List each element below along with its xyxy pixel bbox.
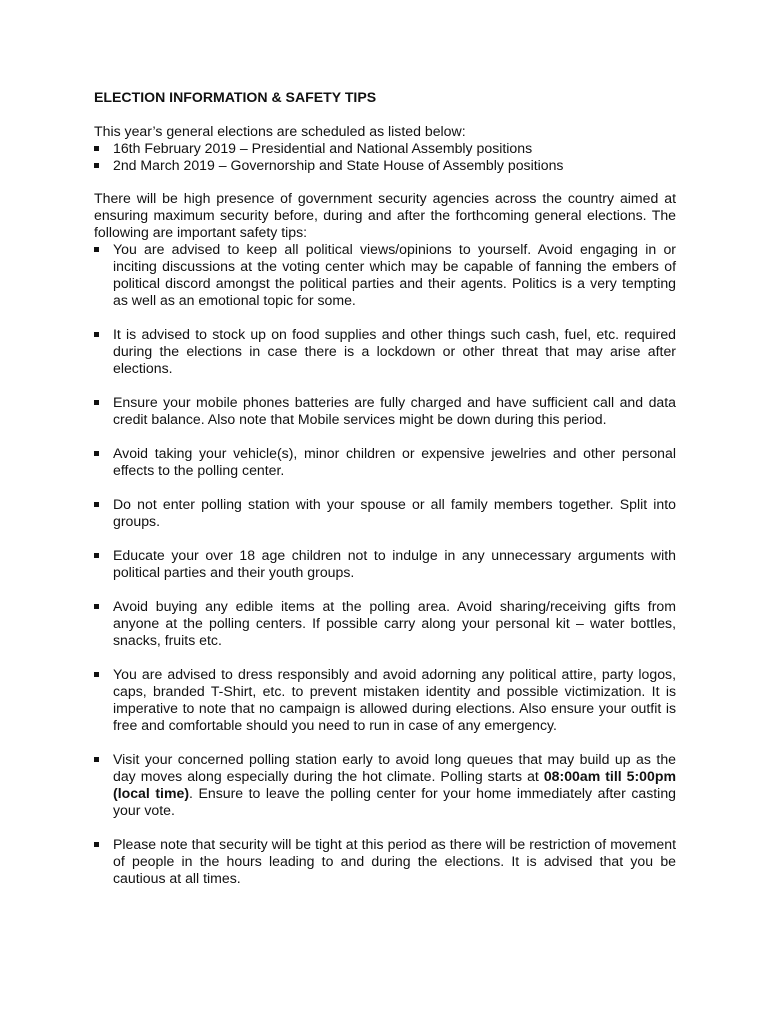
bullet-square-icon — [94, 247, 99, 252]
bullet-square-icon — [94, 451, 99, 456]
bullet-square-icon — [94, 163, 99, 168]
bullet-square-icon — [94, 502, 99, 507]
bullet-square-icon — [94, 842, 99, 847]
bullet-square-icon — [94, 757, 99, 762]
safety-tip-polling-hours — [94, 751, 676, 819]
safety-tip — [94, 598, 676, 649]
bullet-square-icon — [94, 146, 99, 151]
schedule-intro: This year’s general elections are scheduled as listed below: — [94, 123, 466, 139]
safety-tip — [94, 445, 676, 479]
schedule-list — [94, 140, 676, 174]
document-page — [94, 89, 676, 887]
safety-tip — [94, 496, 676, 530]
safety-tip — [94, 241, 676, 309]
polling-hours: 08:00am till 5:00pm (local time) — [113, 768, 676, 801]
security-paragraph: There will be high presence of government security agencies across the country aimed at ensuring maximum security before, during and after the forthcoming general elections. The following are important safety tips: — [94, 190, 676, 240]
document-title: ELECTION INFORMATION & SAFETY TIPS — [94, 89, 377, 105]
bullet-square-icon — [94, 672, 99, 677]
bullet-square-icon — [94, 604, 99, 609]
safety-tip-text: Please note that security will be tight at this period as there will be restriction of movement of people in the hours leading to and during the elections. It is advised that you be cautious at all times. — [113, 836, 676, 886]
bullet-square-icon — [94, 553, 99, 558]
schedule-item-text: 16th February 2019 – Presidential and National Assembly positions — [113, 140, 533, 156]
schedule-item — [94, 140, 676, 157]
polling-tip-text-before: Visit your concerned polling station early to avoid long queues that may build up as the day moves along especially during the hot climate. Polling starts at — [113, 751, 676, 784]
schedule-item-text: 2nd March 2019 – Governorship and State House of Assembly positions — [113, 157, 564, 173]
safety-tip — [94, 666, 676, 734]
safety-tip — [94, 326, 676, 377]
polling-tip-text-after: . Ensure to leave the polling center for your home immediately after casting your vote. — [113, 785, 676, 818]
safety-tip — [94, 836, 676, 887]
safety-tip-text: Educate your over 18 age children not to indulge in any unnecessary arguments with political parties and their youth groups. — [113, 547, 676, 580]
schedule-item — [94, 157, 676, 174]
safety-tip-text: It is advised to stock up on food supplies and other things such cash, fuel, etc. required during the elections in case there is a lockdown or other threat that may arise after elections. — [113, 326, 676, 376]
safety-tip — [94, 394, 676, 428]
safety-tip-text: Avoid taking your vehicle(s), minor children or expensive jewelries and other personal effects to the polling center. — [113, 445, 676, 478]
bullet-square-icon — [94, 400, 99, 405]
safety-tip-text: Do not enter polling station with your spouse or all family members together. Split into groups. — [113, 496, 676, 529]
safety-tips-list — [94, 241, 676, 887]
safety-tip-text: You are advised to keep all political views/opinions to yourself. Avoid engaging in or inciting discussions at the voting center which may be capable of fanning the embers of political discord amongst the political parties and their agents. Politics is a very tempting as well as an emotional topic for some. — [113, 241, 676, 308]
safety-tip — [94, 547, 676, 581]
safety-tip-text: Avoid buying any edible items at the polling area. Avoid sharing/receiving gifts from anyone at the polling centers. If possible carry along your personal kit – water bottles, snacks, fruits etc. — [113, 598, 676, 648]
bullet-square-icon — [94, 332, 99, 337]
safety-tip-text: You are advised to dress responsibly and avoid adorning any political attire, party logos, caps, branded T-Shirt, etc. to prevent mistaken identity and possible victimization. It is imperative to note that no campaign is allowed during elections. Also ensure your outfit is free and comfortable should you need to run in case of any emergency. — [113, 666, 676, 733]
safety-tip-text: Ensure your mobile phones batteries are fully charged and have sufficient call and data credit balance. Also note that Mobile services might be down during this period. — [113, 394, 676, 427]
